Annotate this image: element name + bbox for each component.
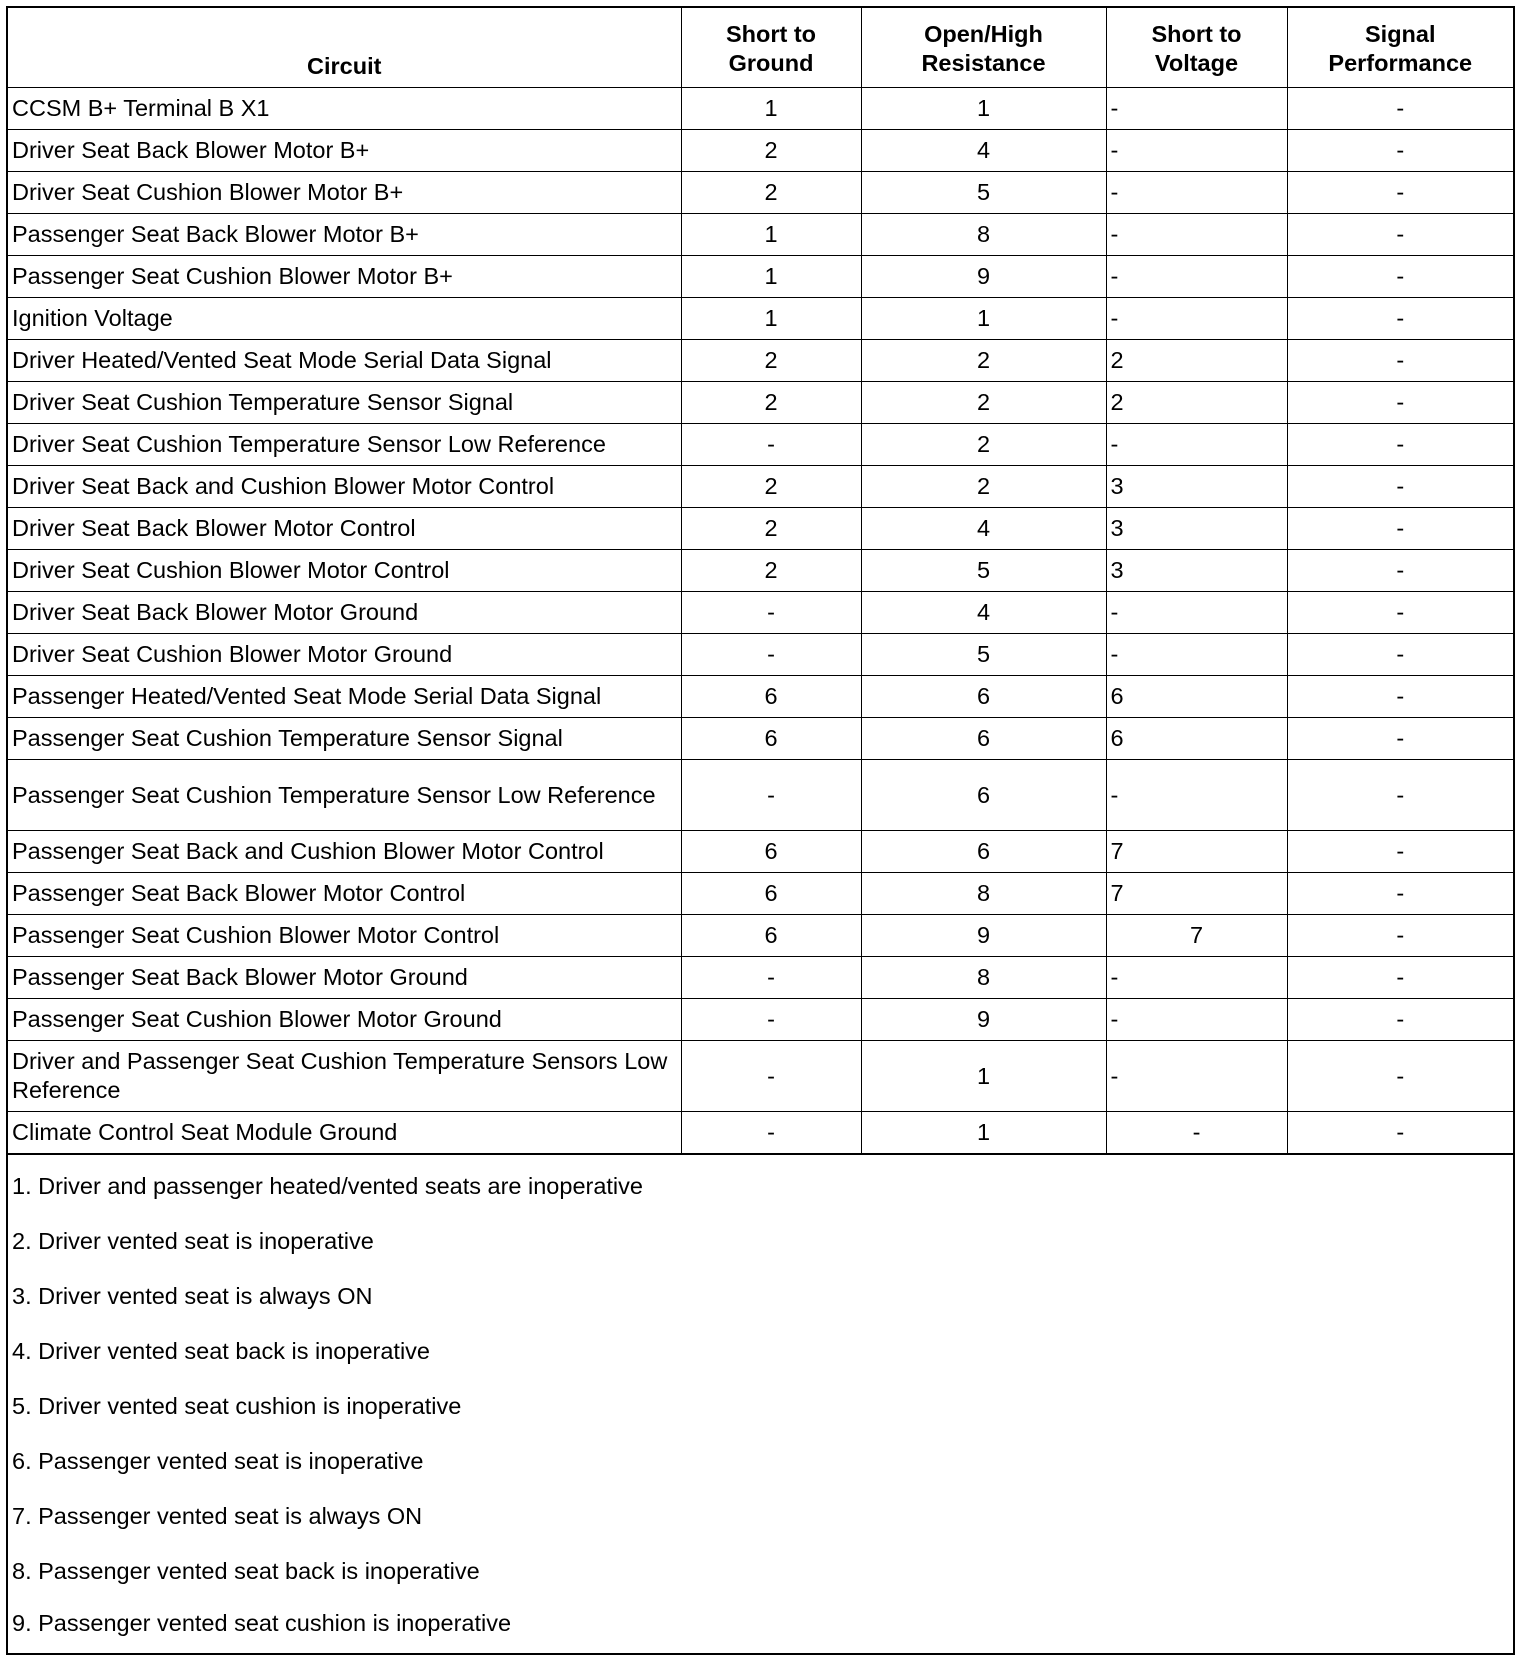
footnote-item: 3. Driver vented seat is always ON: [12, 1283, 373, 1309]
open-high-resistance-cell: 8: [861, 957, 1106, 999]
short-to-voltage-cell: 6: [1106, 676, 1287, 718]
short-to-ground-cell: -: [681, 999, 861, 1041]
circuit-name-cell: Passenger Seat Cushion Temperature Sensor Signal: [8, 718, 681, 760]
circuit-name-cell: Passenger Seat Cushion Blower Motor Ground: [8, 999, 681, 1041]
short-to-ground-cell: 2: [681, 130, 861, 172]
open-high-resistance-cell: 2: [861, 382, 1106, 424]
signal-performance-cell: -: [1287, 831, 1513, 873]
open-high-resistance-cell: 9: [861, 915, 1106, 957]
footnote-item: 4. Driver vented seat back is inoperative: [12, 1338, 430, 1364]
circuit-name-cell: Driver Seat Cushion Blower Motor Ground: [8, 634, 681, 676]
table-row: [8, 340, 1513, 382]
signal-performance-cell: -: [1287, 172, 1513, 214]
short-to-ground-cell: 6: [681, 831, 861, 873]
short-to-ground-cell: -: [681, 634, 861, 676]
short-to-ground-cell: -: [681, 424, 861, 466]
short-to-ground-cell: 2: [681, 550, 861, 592]
signal-performance-cell: -: [1287, 873, 1513, 915]
table-row: [8, 214, 1513, 256]
open-high-resistance-cell: 6: [861, 676, 1106, 718]
signal-performance-cell: -: [1287, 676, 1513, 718]
signal-performance-cell: -: [1287, 999, 1513, 1041]
signal-performance-cell: -: [1287, 550, 1513, 592]
short-to-voltage-cell: 3: [1106, 508, 1287, 550]
short-to-ground-cell: 6: [681, 915, 861, 957]
short-to-ground-cell: 6: [681, 873, 861, 915]
open-high-resistance-cell: 1: [861, 1112, 1106, 1154]
signal-performance-cell: -: [1287, 340, 1513, 382]
short-to-ground-cell: -: [681, 1112, 861, 1154]
signal-performance-cell: -: [1287, 88, 1513, 130]
circuit-name-cell: Driver Seat Cushion Temperature Sensor Low Reference: [8, 424, 681, 466]
table-row: [8, 382, 1513, 424]
signal-performance-cell: -: [1287, 592, 1513, 634]
short-to-voltage-cell: -: [1106, 1041, 1287, 1112]
short-to-voltage-cell: -: [1106, 298, 1287, 340]
short-to-voltage-cell: -: [1106, 172, 1287, 214]
table-row: [8, 88, 1513, 130]
circuit-name-cell: Driver and Passenger Seat Cushion Temperature Sensors Low Reference: [8, 1041, 681, 1112]
header-short-to-voltage: Short to Voltage: [1106, 8, 1287, 88]
footnote-item: 1. Driver and passenger heated/vented seats are inoperative: [12, 1173, 643, 1199]
table-row: [8, 256, 1513, 298]
table-row: [8, 957, 1513, 999]
short-to-voltage-cell: -: [1106, 592, 1287, 634]
footnote-item: 2. Driver vented seat is inoperative: [12, 1228, 374, 1254]
header-signal-performance: Signal Performance: [1287, 8, 1513, 88]
short-to-ground-cell: 6: [681, 718, 861, 760]
open-high-resistance-cell: 9: [861, 999, 1106, 1041]
footnote-item: 5. Driver vented seat cushion is inoperative: [12, 1393, 462, 1419]
circuit-name-cell: Passenger Seat Cushion Blower Motor Control: [8, 915, 681, 957]
signal-performance-cell: -: [1287, 915, 1513, 957]
open-high-resistance-cell: 1: [861, 298, 1106, 340]
circuit-name-cell: Driver Seat Back and Cushion Blower Motor Control: [8, 466, 681, 508]
short-to-ground-cell: -: [681, 957, 861, 999]
table-row: [8, 424, 1513, 466]
table-row: [8, 1112, 1513, 1154]
footnote-item: 9. Passenger vented seat cushion is inoperative: [12, 1609, 512, 1636]
short-to-ground-cell: 2: [681, 382, 861, 424]
open-high-resistance-cell: 2: [861, 466, 1106, 508]
open-high-resistance-cell: 2: [861, 340, 1106, 382]
short-to-voltage-cell: -: [1106, 214, 1287, 256]
footnotes: [8, 1154, 1513, 1653]
signal-performance-cell: -: [1287, 382, 1513, 424]
short-to-voltage-cell: -: [1106, 1112, 1287, 1154]
footnote-item: 6. Passenger vented seat is inoperative: [12, 1448, 424, 1474]
short-to-voltage-cell: -: [1106, 634, 1287, 676]
circuit-name-cell: Passenger Seat Back and Cushion Blower Motor Control: [8, 831, 681, 873]
open-high-resistance-cell: 4: [861, 508, 1106, 550]
circuit-diagnostic-document: [6, 6, 1515, 1655]
signal-performance-cell: -: [1287, 130, 1513, 172]
short-to-voltage-cell: -: [1106, 760, 1287, 831]
circuit-name-cell: Passenger Seat Cushion Blower Motor B+: [8, 256, 681, 298]
signal-performance-cell: -: [1287, 718, 1513, 760]
open-high-resistance-cell: 1: [861, 1041, 1106, 1112]
short-to-ground-cell: 1: [681, 256, 861, 298]
table-header-row: [8, 8, 1513, 88]
circuit-name-cell: Climate Control Seat Module Ground: [8, 1112, 681, 1154]
short-to-voltage-cell: 6: [1106, 718, 1287, 760]
header-short-to-ground: Short to Ground: [681, 8, 861, 88]
signal-performance-cell: -: [1287, 298, 1513, 340]
table-row: [8, 466, 1513, 508]
table-row: [8, 915, 1513, 957]
short-to-ground-cell: 2: [681, 466, 861, 508]
open-high-resistance-cell: 8: [861, 873, 1106, 915]
signal-performance-cell: -: [1287, 256, 1513, 298]
short-to-voltage-cell: -: [1106, 957, 1287, 999]
table-row: [8, 508, 1513, 550]
short-to-ground-cell: 2: [681, 172, 861, 214]
short-to-voltage-cell: -: [1106, 88, 1287, 130]
table-row: [8, 550, 1513, 592]
signal-performance-cell: -: [1287, 760, 1513, 831]
footnote-item: 8. Passenger vented seat back is inoperative: [12, 1558, 480, 1584]
header-circuit: Circuit: [8, 8, 681, 88]
circuit-name-cell: Driver Seat Cushion Temperature Sensor Signal: [8, 382, 681, 424]
open-high-resistance-cell: 6: [861, 718, 1106, 760]
table-row: [8, 592, 1513, 634]
short-to-voltage-cell: 2: [1106, 382, 1287, 424]
short-to-ground-cell: -: [681, 760, 861, 831]
table-row: [8, 676, 1513, 718]
table-row: [8, 298, 1513, 340]
signal-performance-cell: -: [1287, 424, 1513, 466]
short-to-ground-cell: 2: [681, 340, 861, 382]
circuit-name-cell: Passenger Seat Back Blower Motor Ground: [8, 957, 681, 999]
circuit-name-cell: Passenger Heated/Vented Seat Mode Serial Data Signal: [8, 676, 681, 718]
signal-performance-cell: -: [1287, 957, 1513, 999]
signal-performance-cell: -: [1287, 214, 1513, 256]
circuit-name-cell: Ignition Voltage: [8, 298, 681, 340]
signal-performance-cell: -: [1287, 1041, 1513, 1112]
open-high-resistance-cell: 2: [861, 424, 1106, 466]
open-high-resistance-cell: 5: [861, 172, 1106, 214]
signal-performance-cell: -: [1287, 1112, 1513, 1154]
open-high-resistance-cell: 6: [861, 831, 1106, 873]
table-row: [8, 172, 1513, 214]
circuit-name-cell: Driver Seat Back Blower Motor Ground: [8, 592, 681, 634]
short-to-ground-cell: 2: [681, 508, 861, 550]
signal-performance-cell: -: [1287, 634, 1513, 676]
short-to-voltage-cell: -: [1106, 999, 1287, 1041]
short-to-ground-cell: 1: [681, 298, 861, 340]
circuit-name-cell: Driver Seat Back Blower Motor B+: [8, 130, 681, 172]
open-high-resistance-cell: 6: [861, 760, 1106, 831]
open-high-resistance-cell: 8: [861, 214, 1106, 256]
short-to-voltage-cell: -: [1106, 130, 1287, 172]
table-row: [8, 718, 1513, 760]
circuit-name-cell: CCSM B+ Terminal B X1: [8, 88, 681, 130]
short-to-voltage-cell: -: [1106, 424, 1287, 466]
circuit-name-cell: Driver Seat Back Blower Motor Control: [8, 508, 681, 550]
table-body: [8, 88, 1513, 1154]
circuit-name-cell: Driver Seat Cushion Blower Motor B+: [8, 172, 681, 214]
short-to-voltage-cell: 7: [1106, 915, 1287, 957]
table-row: [8, 831, 1513, 873]
short-to-ground-cell: 6: [681, 676, 861, 718]
table-row: [8, 634, 1513, 676]
short-to-voltage-cell: 7: [1106, 873, 1287, 915]
short-to-voltage-cell: -: [1106, 256, 1287, 298]
open-high-resistance-cell: 4: [861, 592, 1106, 634]
short-to-voltage-cell: 2: [1106, 340, 1287, 382]
circuit-name-cell: Passenger Seat Cushion Temperature Sensor Low Reference: [8, 760, 681, 831]
table-row: [8, 760, 1513, 831]
table-row: [8, 999, 1513, 1041]
short-to-voltage-cell: 7: [1106, 831, 1287, 873]
short-to-ground-cell: -: [681, 1041, 861, 1112]
footnote-item: 7. Passenger vented seat is always ON: [12, 1503, 423, 1529]
circuit-name-cell: Passenger Seat Back Blower Motor Control: [8, 873, 681, 915]
short-to-voltage-cell: 3: [1106, 466, 1287, 508]
short-to-ground-cell: -: [681, 592, 861, 634]
signal-performance-cell: -: [1287, 466, 1513, 508]
header-open-high-resistance: Open/High Resistance: [861, 8, 1106, 88]
short-to-ground-cell: 1: [681, 88, 861, 130]
circuit-name-cell: Passenger Seat Back Blower Motor B+: [8, 214, 681, 256]
open-high-resistance-cell: 5: [861, 550, 1106, 592]
circuit-name-cell: Driver Heated/Vented Seat Mode Serial Data Signal: [8, 340, 681, 382]
open-high-resistance-cell: 4: [861, 130, 1106, 172]
table-row: [8, 873, 1513, 915]
open-high-resistance-cell: 1: [861, 88, 1106, 130]
short-to-voltage-cell: 3: [1106, 550, 1287, 592]
table-row: [8, 1041, 1513, 1112]
table-row: [8, 130, 1513, 172]
open-high-resistance-cell: 5: [861, 634, 1106, 676]
circuit-name-cell: Driver Seat Cushion Blower Motor Control: [8, 550, 681, 592]
open-high-resistance-cell: 9: [861, 256, 1106, 298]
short-to-ground-cell: 1: [681, 214, 861, 256]
circuit-fault-table: [8, 8, 1513, 1154]
signal-performance-cell: -: [1287, 508, 1513, 550]
